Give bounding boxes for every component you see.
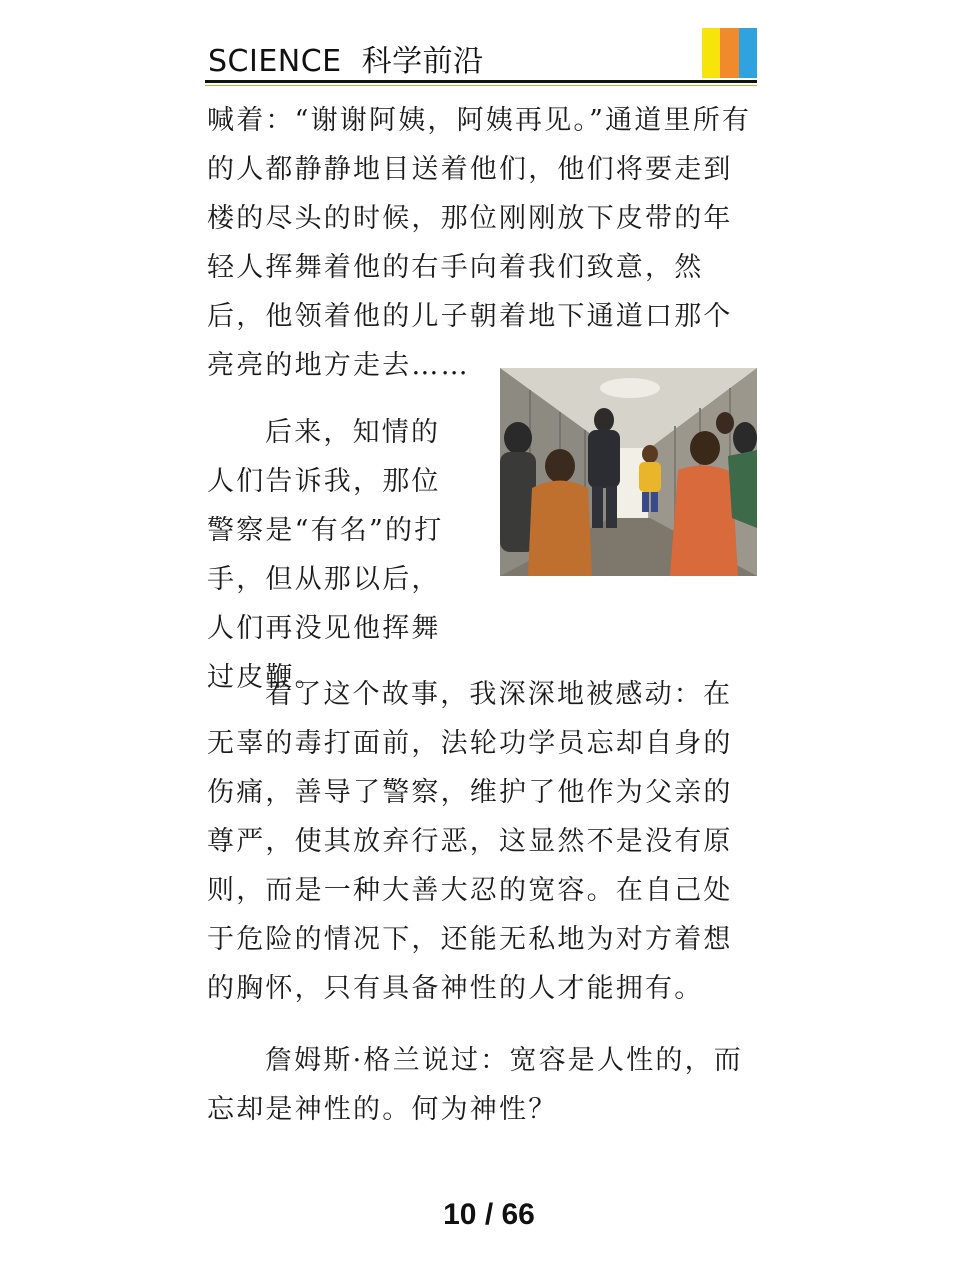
page-number: 10 / 66	[443, 1198, 535, 1231]
paragraph-3: 看了这个故事，我深深地被感动：在无辜的毒打面前，法轮功学员忘却自身的伤痛，善导了警察，维护了他作为父亲的尊严，使其放弃行恶，这显然不是没有原则，而是一种大善大忍的宽容。在自己处于危险的情况下，还能无私地为对方着想的胸怀，只有具备神性的人才能拥有。	[207, 679, 733, 1004]
corridor-illustration	[500, 368, 757, 576]
section-title-zh: 科学前沿	[361, 44, 484, 79]
section-title-en: SCIENCE	[208, 44, 342, 79]
page-header	[205, 28, 757, 90]
header-rule	[205, 80, 757, 83]
yellow-bar	[702, 28, 720, 78]
paragraph-4: 詹姆斯·格兰说过：宽容是人性的，而忘却是神性的。何为神性？	[207, 1045, 743, 1125]
color-bars-decoration	[702, 28, 757, 78]
paragraph-2: 后来，知情的人们告诉我，那位警察是“有名”的打手，但从那以后，人们再没见他挥舞过皮鞭。	[207, 417, 444, 693]
blue-bar	[739, 28, 757, 78]
header-rule-accent	[205, 85, 757, 86]
orange-bar	[720, 28, 738, 78]
section-title	[208, 36, 484, 80]
paragraph-1: 喊着：“谢谢阿姨，阿姨再见。”通道里所有的人都静静地目送着他们，他们将要走到楼的尽头的时候，那位刚刚放下皮带的年轻人挥舞着他的右手向着我们致意，然后，他领着他的儿子朝着地下通道口那个亮亮的地方走去……	[207, 105, 752, 381]
